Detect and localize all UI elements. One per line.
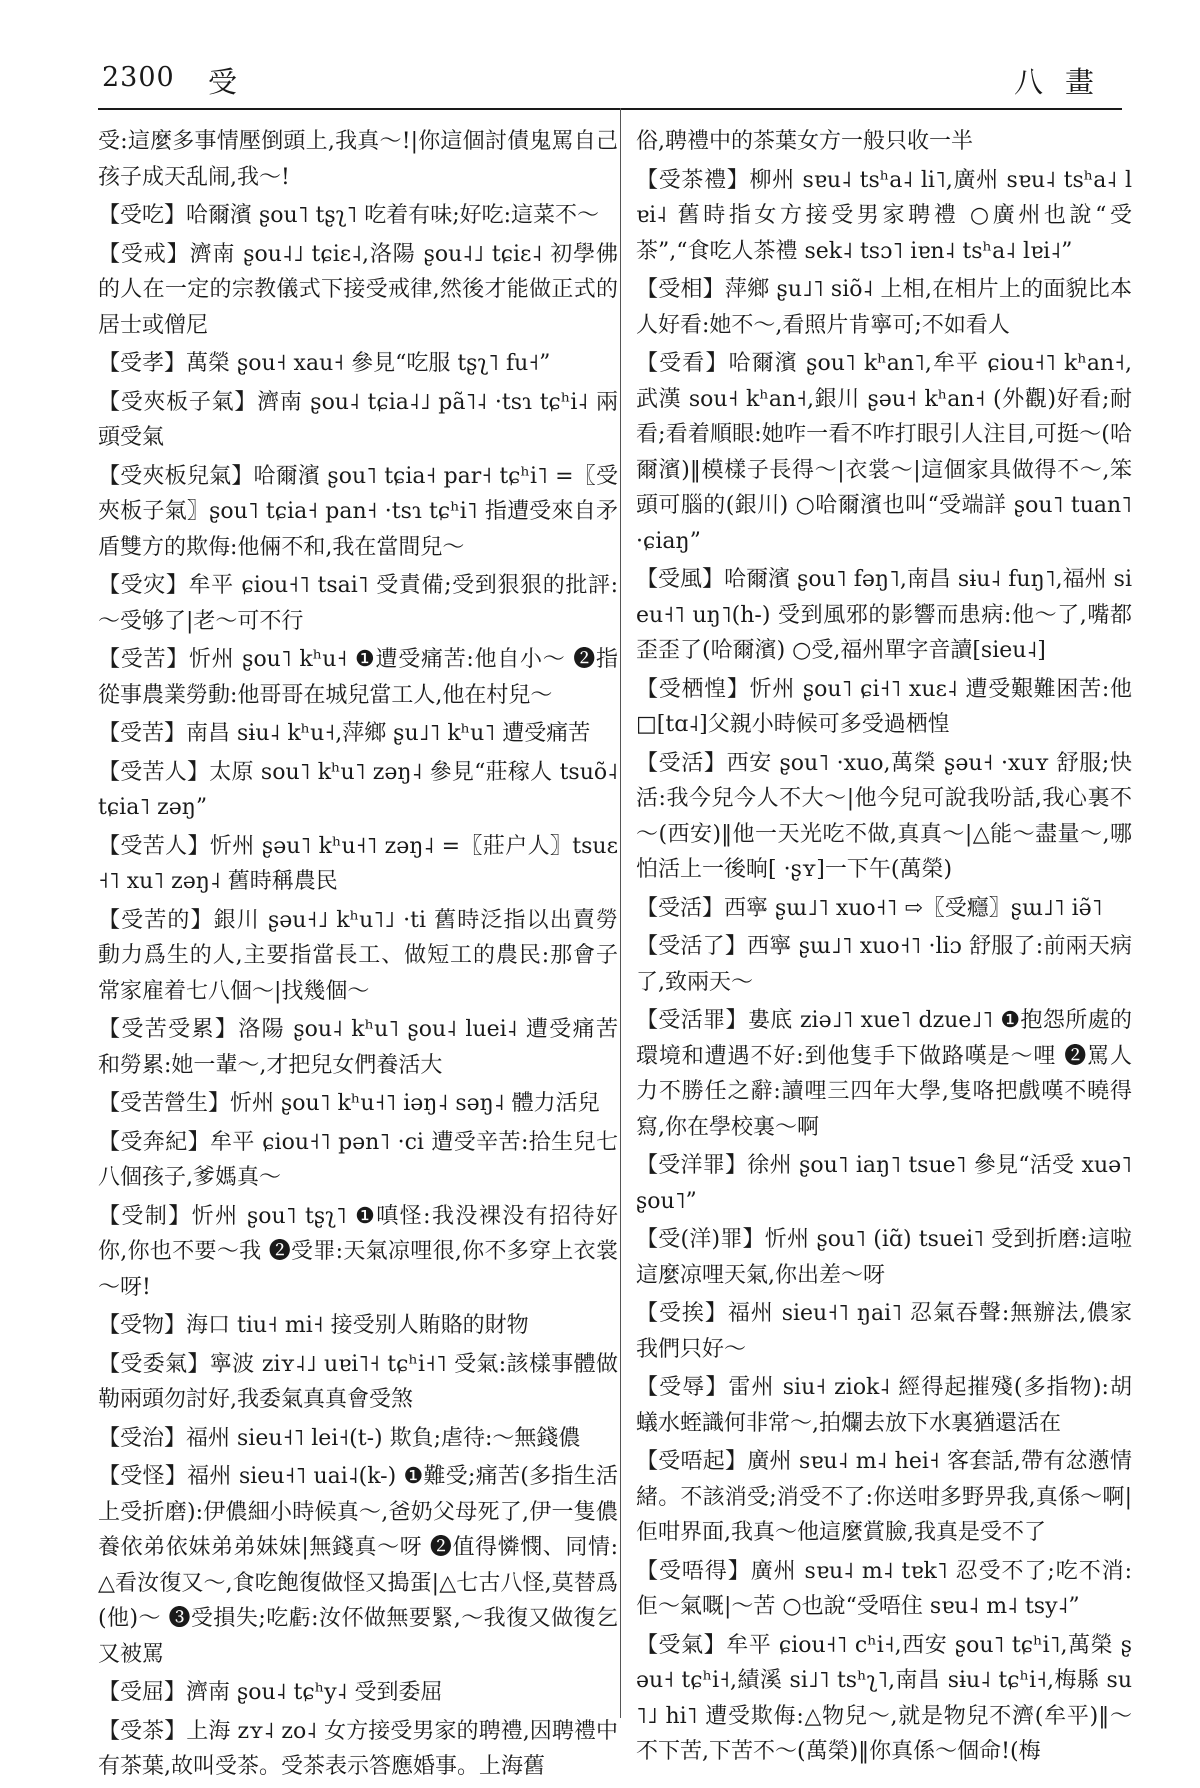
dictionary-entry: 【受活罪】婁底 ziə˩˥ xue˥ dzue˩˥ ❶抱怨所處的環境和遭遇不好:到他隻手下做路嘆是～哩 ❷罵人力不勝任之辭:讀哩三四年大學,隻咯把戲嘆不曉得寫,你在學校裏～啊 — [636, 1008, 1132, 1140]
dictionary-entry: 【受茶】上海 zʏ˨ zo˨ 女方接受男家的聘禮,因聘禮中有茶葉,故叫受茶。受茶表示答應婚事。上海舊 — [98, 1718, 618, 1779]
dictionary-entry: 【受挨】福州 sieu˧˥ ŋai˥ 忍氣吞聲:無辦法,儂家我們只好～ — [636, 1301, 1132, 1362]
dictionary-entry: 【受治】福州 sieu˧˥ lei˧(t-) 欺負;虐待:～無錢儂 — [98, 1425, 581, 1451]
dictionary-entry: 【受奔紀】牟平 ɕiou˧˥ pən˥ ·ci 遭受辛苦:拾生兒七八個孩子,爹媽真～ — [98, 1129, 618, 1190]
dictionary-entry: 【受相】萍鄉 ʂu˩˥ siõ˨ 上相,在相片上的面貌比本人好看:她不～,看照片肯寧可;不如看人 — [636, 277, 1132, 338]
dictionary-entry: 【受委氣】寧波 ziʏ˨˩ uɐi˥˧ tɕʰi˧˥ 受氣:該樣事體做勒兩頭勿討好,我委氣真真會受煞 — [98, 1351, 618, 1412]
page-header — [98, 58, 1122, 110]
dictionary-entry: 【受栖惶】忻州 ʂou˥ ɕi˧˥ xuɛ˨ 遭受艱難困苦:他□[tɑ˨]父親小時候可多受過栖惶 — [636, 676, 1132, 737]
dictionary-entry: 【受吃】哈爾濱 ʂou˥ tʂʅ˥ 吃着有味;好吃:這菜不～ — [98, 203, 600, 228]
column-divider — [620, 108, 621, 1718]
dictionary-entry: 【受物】海口 tiu˧ mi˧ 接受别人賄賂的財物 — [98, 1313, 529, 1338]
dictionary-entry: 【受苦】忻州 ʂou˥ kʰu˧ ❶遭受痛苦:他自小～ ❷指從事農業勞動:他哥哥在城兒當工人,他在村兒～ — [98, 647, 618, 708]
dictionary-entry: 【受夾板子氣】濟南 ʂou˨ tɕia˨˩ pã˥˨ ·tsɿ tɕʰi˨ 兩頭受氣 — [98, 389, 618, 450]
dictionary-entry: 【受屈】濟南 ʂou˨ tɕʰy˨ 受到委屈 — [98, 1680, 443, 1705]
dictionary-entry: 俗,聘禮中的茶葉女方一般只收一半 — [636, 129, 973, 154]
dictionary-entry: 受:這麼多事情壓倒頭上,我真～!|你這個討債鬼罵自己孩子成天乱闹,我～! — [98, 129, 618, 190]
dictionary-entry: 【受苦人】太原 sou˥ kʰu˥ zəŋ˨ 參見“莊稼人 tsuõ˨ tɕia˥ zəŋ” — [98, 759, 618, 820]
dictionary-entry: 【受(洋)罪】忻州 ʂou˥ (iɑ̃) tsuei˥ 受到折磨:這啦這麼凉哩天氣,你出差～呀 — [636, 1227, 1132, 1288]
section-label: 八畫 — [1013, 65, 1116, 99]
dictionary-entry: 【受活】西寧 ʂɯ˩˥ xuo˧˥ ⇨〖受癮〗ʂɯ˩˥ iə̃˥ — [636, 895, 1103, 921]
dictionary-entry: 【受活】西安 ʂou˥ ·xuo,萬榮 ʂəu˧ ·xuʏ 舒服;快活:我今兒今人不大～|他今兒可說我吩話,我心裏不～(西安)‖他一天光吃不做,真真～|△能～盡量～,哪怕活上一後晌[ ·ʂʏ]一下午(萬榮) — [636, 750, 1132, 882]
dictionary-entry: 【受苦營生】忻州 ʂou˥ kʰu˧˥ iəŋ˨ səŋ˨ 體力活兒 — [98, 1091, 600, 1116]
dictionary-entry: 【受苦的】銀川 ʂəu˧˩ kʰu˥˩ ·ti 舊時泛指以出賣勞動力爲生的人,主要指當長工、做短工的農民:那會子常家雇着七八個～|找幾個～ — [98, 907, 618, 1004]
dictionary-entry: 【受氣】牟平 ɕiou˧˥ cʰi˧,西安 ʂou˥ tɕʰi˥,萬榮 ʂəu˧ tɕʰi˧,績溪 si˩˥ tsʰʅ˥,南昌 sɨu˨ tɕʰi˧,梅縣 su˥˩ hi˥ 遭受欺侮:△物兒～,就是物兒不濟(牟平)‖～不下苦,下苦不～(萬榮)‖你真係～個命!(梅 — [636, 1632, 1132, 1764]
dictionary-entry: 【受活了】西寧 ʂɯ˩˥ xuo˧˥ ·liɔ 舒服了:前兩天病了,致兩天～ — [636, 934, 1132, 995]
dictionary-entry: 【受灾】牟平 ɕiou˧˥ tsai˥ 受責備;受到狠狠的批評:～受够了|老～可不行 — [98, 573, 618, 634]
dictionary-entry: 【受茶禮】柳州 sɐu˨ tsʰa˨ li˥,廣州 sɐu˨ tsʰa˨ lɐi˨ 舊時指女方接受男家聘禮 ○廣州也說“受茶”,“食吃人茶禮 sek˨ tsɔ˥ iɐn˨ tsʰa˨ lɐi˨” — [636, 167, 1132, 264]
dictionary-entry: 【受戒】濟南 ʂou˨˩ tɕiɛ˨,洛陽 ʂou˨˩ tɕiɛ˨ 初學佛的人在一定的宗教儀式下接受戒律,然後才能做正式的居士或僧尼 — [98, 241, 618, 338]
dictionary-entry: 【受辱】雷州 siu˧ ziok˨ 經得起摧殘(多指物):胡蟻水蛭識何非常～,拍爛去放下水裏猶還活在 — [636, 1375, 1132, 1436]
dictionary-entry: 【受苦受累】洛陽 ʂou˨ kʰu˥ ʂou˨ luei˨ 遭受痛苦和勞累:她一輩～,才把兒女們養活大 — [98, 1017, 618, 1078]
running-head-character: 受 — [208, 65, 238, 99]
dictionary-entry: 【受苦】南昌 sɨu˨ kʰu˧,萍鄉 ʂu˩˥ kʰu˥ 遭受痛苦 — [98, 721, 591, 746]
dictionary-entry: 【受夾板兒氣】哈爾濱 ʂou˥ tɕia˧ par˧ tɕʰi˥ =〖受夾板子氣〗ʂou˥ tɕia˧ pan˧ ·tsɿ tɕʰi˥ 指遭受來自矛盾雙方的欺侮:他倆不和,我在當間兒～ — [98, 463, 618, 560]
dictionary-entry: 【受唔起】廣州 sɐu˨ m˨ hei˧ 客套話,帶有忿懣情緒。不該消受;消受不了:你送咁多野畀我,真係～啊|佢咁界面,我真～他這麼賞臉,我真是受不了 — [636, 1449, 1132, 1545]
dictionary-entry: 【受唔得】廣州 sɐu˨ m˨ tɐk˥ 忍受不了;吃不消:佢～氣嘅|～苦 ○也說“受唔住 sɐu˨ m˨ tsy˨” — [636, 1558, 1132, 1619]
dictionary-entry: 【受看】哈爾濱 ʂou˥ kʰan˥,牟平 ɕiou˧˥ kʰan˧,武漢 sou˧ kʰan˧,銀川 ʂəu˧ kʰan˧ (外觀)好看;耐看;看着順眼:她咋一看不咋打眼引人注目,可挺～(哈爾濱)‖模樣子長得～|衣裳～|這個家具做得不～,笨頭可腦的(銀川) ○哈爾濱也叫“受端詳 ʂou˥ tuan˥ ·ɕiaŋ” — [636, 351, 1132, 554]
dictionary-entry: 【受怪】福州 sieu˧˥ uai˨(k-) ❶難受;痛苦(多指生活上受折磨):伊儂細小時候真～,爸奶父母死了,伊一隻儂養依弟依妹弟弟妹妹|無錢真～呀 ❷值得憐憫、同情:△看汝復又～,食吃飽復做怪又搗蛋|△七古八怪,莫替爲(他)～ ❸受損失;吃虧:汝伓做無要緊,～我復又做復乞又被罵 — [98, 1464, 618, 1667]
dictionary-entry: 【受制】忻州 ʂou˥ tʂʅ˥ ❶嗔怪:我没裸没有招待好你,你也不要～我 ❷受罪:天氣凉哩很,你不多穿上衣裳～呀! — [98, 1203, 618, 1300]
dictionary-entry: 【受洋罪】徐州 ʂou˥ iaŋ˥ tsue˥ 參見“活受 xuə˥ ʂou˥” — [636, 1153, 1132, 1214]
right-column — [636, 124, 1132, 1773]
left-column — [98, 124, 618, 1788]
dictionary-entry: 【受苦人】忻州 ʂəu˥ kʰu˧˥ zəŋ˨ =〖莊户人〗tsuɛ˧˥ xu˥ zəŋ˨ 舊時稱農民 — [98, 833, 618, 894]
dictionary-entry: 【受風】哈爾濱 ʂou˥ fəŋ˥,南昌 sɨu˨ fuŋ˥,福州 sieu˧˥ uŋ˥(h-) 受到風邪的影響而患病:他～了,嘴都歪歪了(哈爾濱) ○受,福州單字音讀[sieu˨] — [636, 567, 1132, 663]
page-number: 2300 — [102, 62, 175, 93]
dictionary-entry: 【受孝】萬榮 ʂou˧ xau˧ 參見“吃服 tʂʅ˥ fu˧” — [98, 351, 551, 376]
